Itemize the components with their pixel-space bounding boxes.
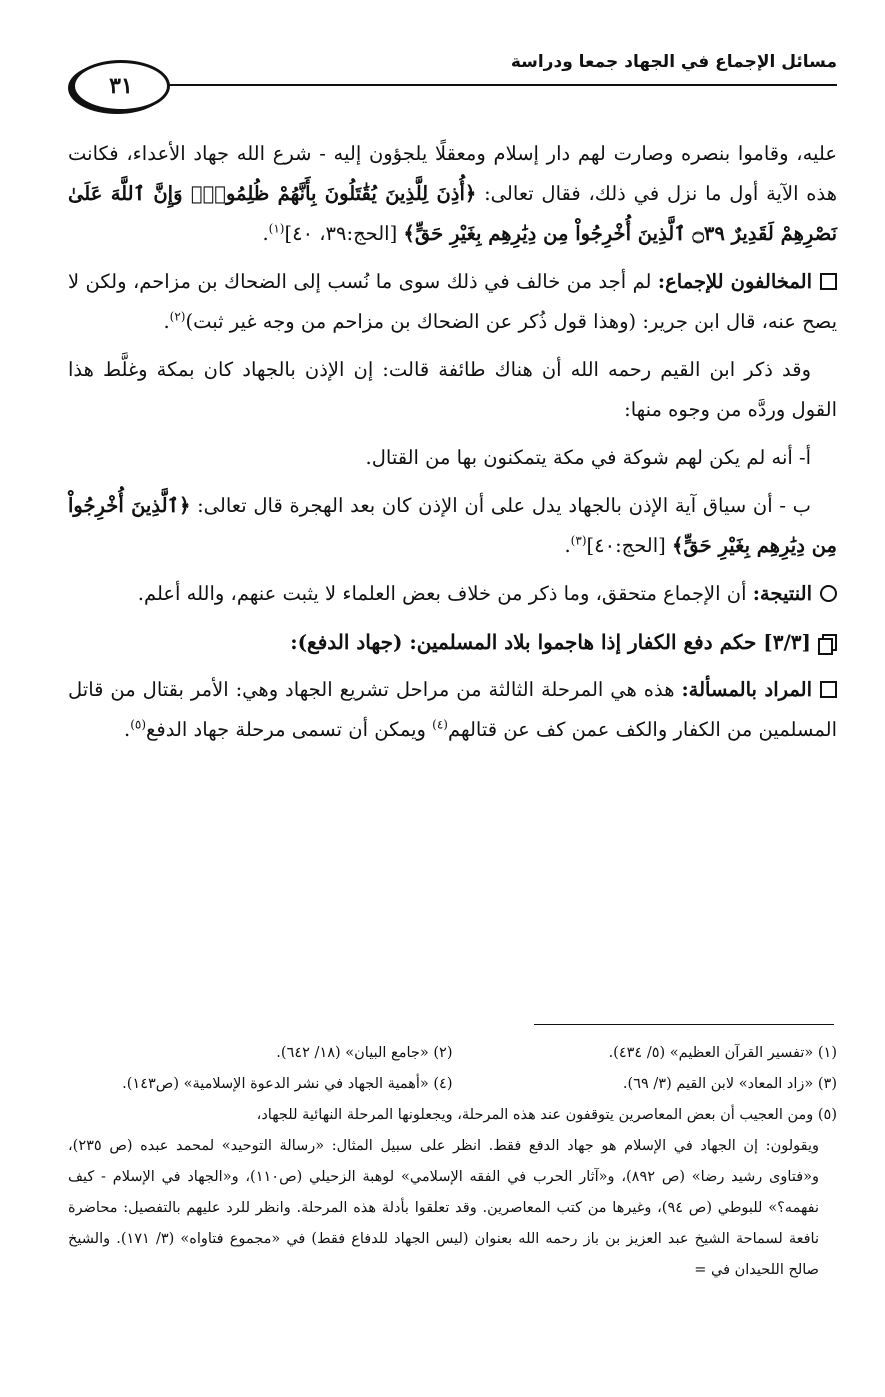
footnote-5: (٥) ومن العجيب أن بعض المعاصرين يتوقفون عند هذه المرحلة، ويجعلونها المرحلة النهائية للجهاد، [256,1107,837,1123]
footnote-4: (٤) «أهمية الجهاد في نشر الدعوة الإسلامية» (ص١٤٣). [122,1076,453,1092]
running-header-title: مسائل الإجماع في الجهاد جمعا ودراسة [510,52,837,72]
footnote-marker: (٣) [570,533,587,548]
verse-reference: [الحج:٣٩، ٤٠] [284,222,404,245]
copy-icon [821,634,837,652]
quran-verse: ﴿أُذِنَ لِلَّذِينَ يُقَٰتَلُونَ بِأَنَّهُمْ ظُلِمُواْۚ وَإِنَّ ٱللَّهَ عَلَىٰ نَصْرِهِمْ لَقَدِيرٌ ۝٣٩ ٱلَّذِينَ أُخْرِجُواْ مِن دِيَٰرِهِم بِغَيْرِ حَقٍّ﴾ [68,182,837,245]
footnote-marker: (٥) [130,717,147,732]
footnote-2: (٢) «جامع البيان» (١٨/ ٦٤٢). [276,1045,453,1061]
square-bullet-icon [820,681,837,698]
paragraph-label: النتيجة: [752,582,812,605]
paragraph-2: المخالفون للإجماع: لم أجد من خالف في ذلك سوى ما نُسب إلى الضحاك بن مزاحم، ولكن لا يصح عنه، قال ابن جرير: (وهذا قول ذُكر عن الضحاك بن مزاحم من وجه غير ثبت)$^{(٢)}$. [68,270,837,333]
footnote-marker: (١) [268,221,285,236]
footnotes [68,1038,837,1286]
paragraph-6: النتيجة: أن الإجماع متحقق، وما ذكر من خلاف بعض العلماء لا يثبت عنهم، والله أعلم. [68,574,837,614]
paragraph-label: المخالفون للإجماع: [657,270,812,293]
footnote-separator [534,1024,834,1025]
paragraph-5: ب - أن سياق آية الإذن بالجهاد يدل على أن الإذن كان بعد الهجرة قال تعالى: ﴿ٱلَّذِينَ أُخْرِجُواْ مِن دِيَٰرِهِم بِغَيْرِ حَقٍّ﴾ [الحج:٤٠]$^{(٣)}$. [68,494,837,557]
paragraph-7: المراد بالمسألة: هذه هي المرحلة الثالثة من مراحل تشريع الجهاد وهي: الأمر بقتال من قاتل المسلمين من الكفار والكف عمن كف عن قتالهم$^{(٤)}$ ويمكن أن تسمى مرحلة جهاد الدفع$^{(٥)}$. [68,678,837,741]
footnote-5-continued: ويقولون: إن الجهاد في الإسلام هو جهاد الدفع فقط. انظر على سبيل المثال: «رسالة التوحيد» لمحمد عبده (ص ٢٣٥)، و«فتاوى رشيد رضا» (ص ٨٩٢)، و«آثار الحرب في الفقه الإسلامي» لوهبة الزحيلي (ص١١٠)، و«الجهاد في الإسلام - كيف نفهمه؟» للبوطي (ص ٩٤)، وغيرها من كتب المعاصرين. وقد تعلقوا بأدلة هذه المرحلة. وانظر للرد عليهم بالتفصيل: محاضرة نافعة لسماحة الشيخ عبد العزيز بن باز رحمه الله بعنوان (ليس الجهاد للدفاع فقط) في «مجموع فتاواه» (٣/ ١٧١). والشيخ صالح اللحيدان في = [68,1138,820,1278]
header-rule [150,84,837,86]
paragraph-label: المراد بالمسألة: [681,678,813,701]
section-heading: [٣/٣] حكم دفع الكفار إذا هاجموا بلاد المسلمين: (جهاد الدفع): [68,622,837,662]
footnote-3: (٣) «زاد المعاد» لابن القيم (٣/ ٦٩). [622,1076,837,1092]
paragraph-1: عليه، وقاموا بنصره وصارت لهم دار إسلام ومعقلًا يلجؤون إليه - شرع الله جهاد الأعداء، فكانت هذه الآية أول ما نزل في ذلك، فقال تعالى: ﴿أُذِنَ لِلَّذِينَ يُقَٰتَلُونَ بِأَنَّهُمْ ظُلِمُواْۚ وَإِنَّ ٱللَّهَ عَلَىٰ نَصْرِهِمْ لَقَدِيرٌ ۝٣٩ ٱلَّذِينَ أُخْرِجُواْ مِن دِيَٰرِهِم بِغَيْرِ حَقٍّ﴾ [الحج:٣٩، ٤٠]$^{(١)}$. [68,142,837,245]
circle-bullet-icon [820,585,837,602]
footnote-marker: (٢) [169,309,186,324]
footnote-marker: (٤) [432,717,448,732]
footnote-row [68,1038,837,1069]
footnote-1: (١) «تفسير القرآن العظيم» (٥/ ٤٣٤). [608,1045,837,1061]
paragraph-3: وقد ذكر ابن القيم رحمه الله أن هناك طائفة قالت: إن الإذن بالجهاد كان بمكة وغلَّط هذا القول وردَّه من وجوه منها: [68,358,837,421]
paragraph-4: أ- أنه لم يكن لهم شوكة في مكة يتمكنون بها من القتال. [365,446,811,469]
page-number-badge: ٣١ [72,60,170,112]
square-bullet-icon [820,273,837,290]
main-text [68,134,837,758]
verse-reference: [الحج:٤٠] [586,534,672,557]
footnote-row [68,1069,837,1100]
quran-verse: ﴿ٱلَّذِينَ أُخْرِجُواْ مِن دِيَٰرِهِم بِغَيْرِ حَقٍّ﴾ [68,494,837,557]
